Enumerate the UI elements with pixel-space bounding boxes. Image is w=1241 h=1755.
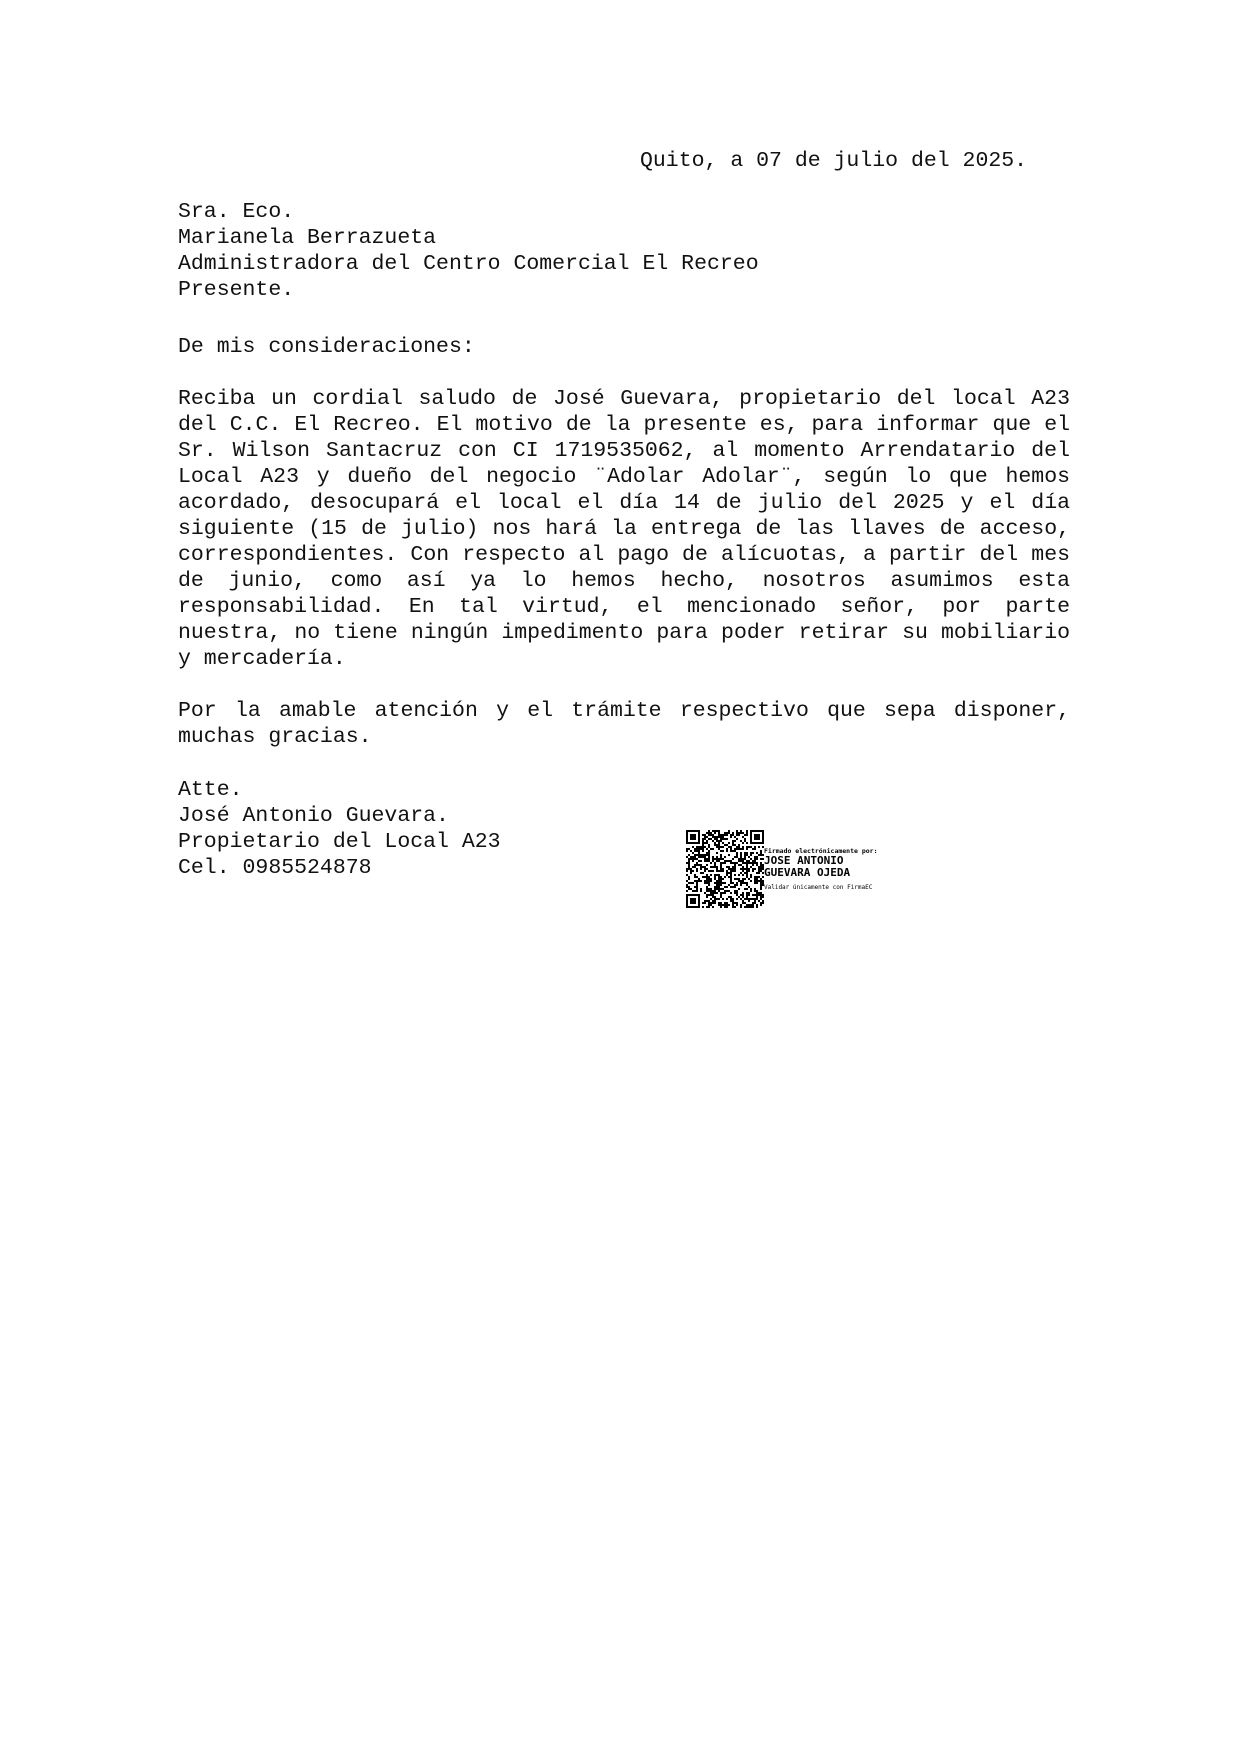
signature-name-line2: GUEVARA OJEDA (764, 866, 851, 879)
body-paragraph-main: Reciba un cordial saludo de José Guevara, propietario del local A23 del C.C. El Recreo. El motivo de la presente es, para informar que el Sr. Wilson Santacruz con CI 1719535062, al momento Arrendatario del Local A23 y dueño del negocio ¨Adolar Adolar¨, según lo que hemos acordado, desocupará el local el día 14 de julio del 2025 y el día siguiente (15 de julio) nos hará la entrega de las llaves de acceso, correspondientes. Con respecto al pago de alícuotas, a partir del mes de junio, como así ya lo hemos hecho, nosotros asumimos esta responsabilidad. En tal virtud, el mencionado señor, por parte nuestra, no tiene ningún impedimento para poder retirar su mobiliario y mercadería. (178, 387, 1070, 671)
salutation: De mis consideraciones: (178, 335, 475, 359)
signer-phone: Cel. 0985524878 (178, 856, 372, 880)
letter-date: Quito, a 07 de julio del 2025. (640, 149, 1028, 173)
signer-role: Propietario del Local A23 (178, 830, 501, 854)
electronic-signature-stamp (686, 830, 916, 910)
signer-name: José Antonio Guevara. (178, 804, 449, 828)
signature-caption: Firmado electrónicamente por: (764, 847, 878, 855)
recipient-position: Administradora del Centro Comercial El Recreo (178, 252, 759, 276)
recipient-presente: Presente. (178, 278, 295, 302)
qr-code-icon (686, 830, 764, 908)
closing-atte: Atte. (178, 778, 243, 802)
recipient-title: Sra. Eco. (178, 200, 295, 224)
signature-validation-note: Validar únicamente con FirmaEC (764, 884, 873, 891)
recipient-name: Marianela Berrazueta (178, 226, 437, 250)
body-paragraph-thanks: Por la amable atención y el trámite respectivo que sepa disponer, muchas gracias. (178, 699, 1070, 749)
signature-name-line1: JOSE ANTONIO (764, 854, 844, 867)
